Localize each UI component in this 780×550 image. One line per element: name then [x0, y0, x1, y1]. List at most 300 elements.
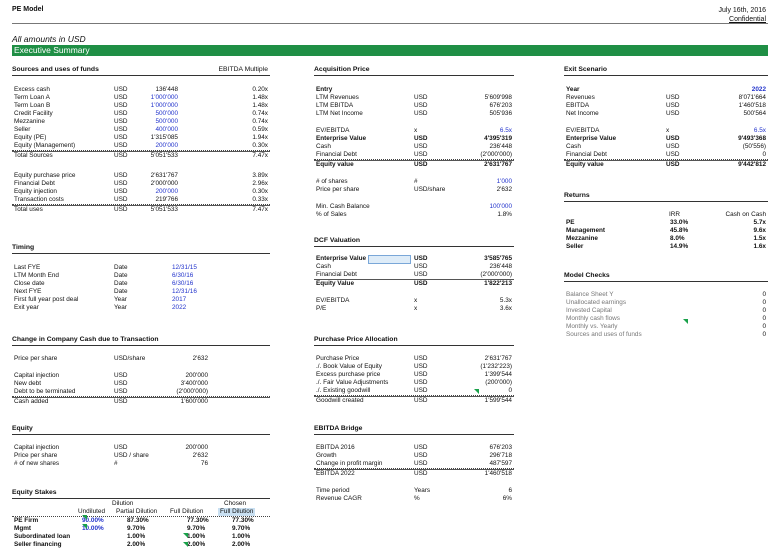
table-row	[12, 272, 270, 280]
row-label: Financial Debt	[316, 271, 357, 278]
currency-note: All amounts in USD	[12, 34, 86, 44]
row-label: New debt	[14, 380, 41, 387]
unit-cell: USD	[114, 94, 128, 101]
value-cell[interactable]: 487'597	[489, 460, 512, 467]
value-cell[interactable]: 5.3x	[499, 297, 512, 304]
unit-cell: #	[414, 178, 418, 185]
full-dilution-cell: 77.30%	[187, 517, 209, 524]
section-title	[564, 272, 768, 282]
partial-dilution-cell: 87.30%	[127, 517, 149, 524]
value-cell[interactable]: 200'000	[155, 142, 178, 149]
irr-cell: 14.9%	[670, 243, 689, 250]
row-label: Balance Sheet Y	[566, 291, 614, 298]
table-row	[12, 94, 270, 102]
row-label: Close date	[14, 280, 45, 287]
row-label: LTM Net Income	[316, 110, 363, 117]
multiple-cell: 0.30x	[252, 188, 268, 195]
value-cell[interactable]: 2022	[751, 86, 766, 93]
unit-cell: USD	[666, 94, 680, 101]
row-label: Price per share	[14, 452, 58, 459]
row-label: Capital injection	[14, 444, 60, 451]
unit-cell: USD	[114, 118, 128, 125]
dilution-header: Dilution	[112, 500, 134, 507]
row-label: Enterprise Value	[566, 135, 617, 142]
row-label: EV/EBITDA	[316, 297, 350, 304]
value-cell[interactable]: 2'000'000	[150, 180, 178, 187]
value-cell[interactable]: 2'631'767	[484, 161, 512, 168]
row-label: ./. Book Value of Equity	[316, 363, 382, 370]
table-row	[314, 371, 514, 379]
row-label: # of shares	[316, 178, 348, 185]
value-cell[interactable]: 5'609'998	[484, 94, 512, 101]
unit-cell: USD	[114, 398, 128, 405]
table-row	[12, 288, 270, 296]
table-row	[314, 102, 514, 110]
irr-header: IRR	[669, 211, 681, 218]
table-row	[12, 102, 270, 110]
row-label: LTM EBITDA	[316, 102, 354, 109]
table-row	[314, 86, 514, 94]
table-row	[12, 205, 270, 214]
row-label: Cash	[316, 263, 331, 270]
unit-cell: x	[414, 305, 418, 312]
unit-cell: USD	[114, 444, 128, 451]
row-label: Mezzanine	[14, 118, 45, 125]
check-value-cell: 0	[762, 331, 766, 338]
row-label: Equity value	[566, 161, 604, 168]
row-label: EV/EBITDA	[316, 127, 350, 134]
value-cell[interactable]: 296'718	[489, 452, 512, 459]
value-cell[interactable]: 236'448	[489, 263, 512, 270]
value-cell[interactable]: 1'399'544	[484, 371, 512, 378]
row-label: Financial Debt	[316, 151, 357, 158]
unit-cell: Date	[114, 264, 128, 271]
table-row	[564, 235, 768, 243]
selected-cell[interactable]	[368, 255, 411, 264]
row-label: ./. Existing goodwill	[316, 387, 371, 394]
table-row	[564, 110, 768, 118]
value-cell[interactable]: 8'071'664	[738, 94, 766, 101]
row-label: Management	[566, 227, 606, 234]
row-label: Mezzanine	[566, 235, 598, 242]
section-title	[314, 66, 514, 76]
unit-cell: Date	[114, 288, 128, 295]
full-dilution-header: Full Dilution	[170, 508, 204, 515]
table-row	[12, 372, 270, 380]
value-cell: 2'632	[192, 355, 208, 362]
table-row	[12, 118, 270, 126]
irr-cell: 33.0%	[670, 219, 689, 226]
row-label: Financial Debt	[14, 180, 55, 187]
table-row	[314, 452, 514, 460]
partial-dilution-header: Partial Dilution	[116, 508, 158, 515]
table-row	[564, 331, 768, 339]
table-row	[314, 211, 514, 219]
returns-section	[564, 192, 768, 251]
chosen-full-dilution-cell[interactable]: Full Dilution	[220, 508, 254, 515]
row-label: PE Firm	[14, 517, 39, 524]
multiple-cell: 1.48x	[252, 102, 268, 109]
unit-cell: USD	[114, 388, 128, 395]
table-row	[564, 143, 768, 151]
row-label: Cash added	[14, 398, 49, 405]
table-row	[12, 172, 270, 180]
unit-cell: USD	[666, 110, 680, 117]
row-label: Price per share	[14, 355, 58, 362]
chosen-header: Chosen	[224, 500, 247, 507]
value-cell[interactable]: 5'051'533	[150, 206, 178, 213]
bridge-title: EBITDA Bridge	[314, 425, 363, 432]
exit-title: Exit Scenario	[564, 66, 608, 73]
coc-cell: 5.7x	[753, 219, 766, 226]
table-row	[12, 188, 270, 196]
value-cell[interactable]: (2'000'000)	[480, 151, 512, 158]
row-label: Revenue CAGR	[316, 495, 362, 502]
section-title	[12, 336, 270, 346]
value-cell: 76	[200, 460, 208, 467]
value-cell: 200'000	[185, 444, 208, 451]
row-label: % of Sales	[316, 211, 347, 218]
row-label: ./. Fair Value Adjustments	[316, 379, 389, 386]
row-label: P/E	[316, 305, 327, 312]
value-cell[interactable]: 676'203	[489, 102, 512, 109]
comment-flag-icon[interactable]	[82, 524, 87, 529]
value-cell[interactable]: 1'315'085	[150, 134, 178, 141]
unit-cell: USD	[114, 152, 128, 159]
comment-flag-icon[interactable]	[82, 515, 87, 520]
value-cell[interactable]: 1'000'000	[150, 102, 178, 109]
coc-cell: 1.6x	[753, 243, 766, 250]
table-row	[12, 196, 270, 205]
row-label: Enterprise Value	[316, 255, 367, 262]
unit-cell: USD	[114, 142, 128, 149]
table-row	[314, 178, 514, 186]
row-label: Time period	[316, 487, 350, 494]
header-divider	[12, 23, 768, 24]
value-cell[interactable]: (200'000)	[485, 379, 512, 386]
table-row	[314, 495, 514, 503]
table-row	[314, 263, 514, 271]
table-row	[12, 541, 270, 549]
value-cell[interactable]: 1'000	[496, 178, 512, 185]
multiple-cell: 0.33x	[252, 196, 268, 203]
unit-cell: x	[414, 127, 418, 134]
table-row	[564, 135, 768, 143]
multiple-cell: 0.74x	[252, 110, 268, 117]
table-row	[12, 380, 270, 388]
date-cell[interactable]: 6/30/16	[172, 272, 194, 279]
table-row	[12, 460, 270, 468]
partial-dilution-cell: 9.70%	[127, 525, 146, 532]
unit-cell: USD	[114, 380, 128, 387]
table-row	[564, 94, 768, 102]
multiple-cell: 0.59x	[252, 126, 268, 133]
model-title: PE Model	[12, 6, 44, 13]
value-cell[interactable]: 1'000'000	[150, 94, 178, 101]
unit-cell: USD	[114, 134, 128, 141]
value-cell[interactable]: 1'599'544	[484, 397, 512, 404]
value-cell[interactable]: 400'000	[155, 126, 178, 133]
table-row	[564, 315, 768, 323]
row-label: Cash	[316, 143, 331, 150]
value-cell[interactable]: 2'631'767	[484, 355, 512, 362]
value-cell[interactable]: 500'000	[155, 110, 178, 117]
multiple-cell: 0.74x	[252, 118, 268, 125]
value-cell[interactable]: 3'585'765	[484, 255, 512, 262]
value-cell[interactable]: 0	[762, 151, 766, 158]
check-value-cell: 0	[762, 291, 766, 298]
unit-cell: Year	[114, 296, 127, 303]
date-cell[interactable]: 2017	[172, 296, 187, 303]
unit-cell: Date	[114, 272, 128, 279]
value-cell[interactable]: 6	[508, 487, 512, 494]
date-cell[interactable]: 12/31/15	[172, 264, 197, 271]
section-title	[314, 237, 514, 247]
value-cell[interactable]: 676'203	[489, 444, 512, 451]
multiple-cell: 2.96x	[252, 180, 268, 187]
table-row	[314, 469, 514, 478]
header-meta	[719, 6, 766, 24]
value-cell[interactable]: 500'000	[155, 118, 178, 125]
check-value-cell: 0	[762, 315, 766, 322]
unit-cell: USD	[414, 444, 428, 451]
unit-cell: USD	[114, 110, 128, 117]
table-row	[12, 86, 270, 94]
table-row	[564, 227, 768, 235]
table-row	[12, 280, 270, 288]
cash-change-title: Change in Company Cash due to Transaction	[12, 336, 159, 343]
table-row	[564, 243, 768, 251]
value-cell[interactable]: 1.8%	[497, 211, 512, 218]
table-row	[564, 151, 768, 160]
unit-cell: %	[414, 495, 420, 502]
row-label: First full year post deal	[14, 296, 79, 303]
chosen-cell: 9.70%	[232, 525, 251, 532]
value-cell[interactable]: 6.5x	[499, 127, 512, 134]
unit-cell: USD	[414, 255, 428, 262]
table-row	[12, 180, 270, 188]
table-row	[564, 102, 768, 110]
value-cell[interactable]: 2'632	[496, 186, 512, 193]
unit-cell: USD	[114, 172, 128, 179]
unit-cell: USD	[666, 161, 680, 168]
check-value-cell: 0	[762, 299, 766, 306]
header-date: July 16th, 2016	[718, 7, 766, 14]
value-cell[interactable]: 136'448	[155, 86, 178, 93]
table-row	[314, 94, 514, 102]
value-cell[interactable]: 100'000	[489, 203, 512, 210]
table-row	[314, 279, 514, 288]
table-row	[12, 296, 270, 304]
unit-cell: USD	[666, 151, 680, 158]
row-label: Equity (Management)	[14, 142, 76, 149]
row-label: PE	[566, 219, 575, 226]
unit-cell: USD	[414, 460, 428, 467]
value-cell[interactable]: 219'766	[155, 196, 178, 203]
value-cell: 1'600'000	[180, 398, 208, 405]
section-title	[564, 66, 768, 76]
unit-cell: USD	[666, 143, 680, 150]
unit-cell: USD	[414, 397, 428, 404]
comment-flag-icon[interactable]	[183, 533, 188, 538]
section-title	[12, 66, 270, 76]
table-row	[314, 297, 514, 305]
irr-cell: 8.0%	[670, 235, 685, 242]
unit-cell: USD	[666, 135, 680, 142]
unit-cell: USD	[414, 355, 428, 362]
table-row	[564, 299, 768, 307]
exit-scenario-section	[564, 66, 768, 169]
table-row	[12, 517, 270, 525]
table-row	[564, 323, 768, 331]
row-label: Excess cash	[14, 86, 50, 93]
row-label: Mgmt	[14, 525, 32, 532]
dcf-title: DCF Valuation	[314, 237, 361, 244]
timing-section	[12, 244, 270, 312]
table-row	[12, 397, 270, 406]
table-row	[12, 388, 270, 397]
table-row	[564, 127, 768, 135]
row-label: Credit Facility	[14, 110, 53, 117]
value-cell[interactable]: 236'448	[489, 143, 512, 150]
unit-cell: USD	[666, 102, 680, 109]
table-row	[12, 525, 270, 533]
date-cell[interactable]: 2022	[172, 304, 187, 311]
partial-dilution-cell: 1.00%	[127, 533, 146, 540]
value-cell[interactable]: 505'936	[489, 110, 512, 117]
value-cell[interactable]: 2'631'767	[150, 172, 178, 179]
unit-cell: USD	[114, 206, 128, 213]
value-cell[interactable]: 6.5x	[753, 127, 766, 134]
check-value-cell: 0	[762, 323, 766, 330]
value-cell[interactable]: 500'564	[743, 110, 766, 117]
row-label: Min. Cash Balance	[316, 203, 370, 210]
stakes-title: Equity Stakes	[12, 489, 57, 496]
unit-cell: USD	[114, 188, 128, 195]
unit-cell: USD	[414, 371, 428, 378]
row-label: Growth	[316, 452, 337, 459]
row-label: Goodwill created	[316, 397, 364, 404]
sources-uses-section	[12, 66, 270, 214]
table-row	[314, 444, 514, 452]
unit-cell: USD	[114, 86, 128, 93]
row-label: Transaction costs	[14, 196, 64, 203]
value-cell: 200'000	[185, 372, 208, 379]
row-label: EV/EBITDA	[566, 127, 600, 134]
row-label: # of new shares	[14, 460, 60, 467]
unit-cell: USD	[114, 372, 128, 379]
value-cell[interactable]: 1'822'213	[484, 280, 512, 287]
value-cell[interactable]: 4'395'319	[484, 135, 512, 142]
unit-cell: USD / share	[114, 452, 149, 459]
row-label: Cash	[566, 143, 581, 150]
row-label: Unallocated earnings	[566, 299, 627, 306]
row-label: Capital injection	[14, 372, 60, 379]
table-row	[314, 460, 514, 469]
unit-cell: USD	[414, 151, 428, 158]
timing-title: Timing	[12, 244, 35, 251]
dcf-valuation-section	[314, 237, 514, 313]
ppa-title: Purchase Price Allocation	[314, 336, 398, 343]
undiluted-header: Undiluted	[78, 508, 106, 515]
executive-summary-banner: Executive Summary	[12, 45, 768, 56]
value-cell[interactable]: 1'460'518	[484, 470, 512, 477]
value-cell[interactable]: 9'442'812	[738, 161, 766, 168]
table-row	[564, 219, 768, 227]
value-cell[interactable]: 6%	[502, 495, 512, 502]
row-label: EBITDA	[566, 102, 590, 109]
value-cell[interactable]: 200'000	[155, 188, 178, 195]
cash-on-cash-header: Cash on Cash	[725, 211, 766, 218]
unit-cell: x	[666, 127, 670, 134]
unit-cell: x	[414, 297, 418, 304]
table-row	[314, 363, 514, 371]
value-cell[interactable]: 0	[508, 387, 512, 394]
comment-flag-icon[interactable]	[183, 542, 188, 547]
row-label: Year	[566, 86, 580, 93]
comment-flag-icon[interactable]	[474, 389, 479, 394]
table-row	[12, 304, 270, 312]
row-label: Seller	[566, 243, 584, 250]
value-cell[interactable]: 5'051'533	[150, 152, 178, 159]
value-cell[interactable]: 9'493'368	[738, 135, 766, 142]
value-cell[interactable]: (2'000'000)	[480, 271, 512, 278]
table-row	[314, 160, 514, 169]
returns-title: Returns	[564, 192, 590, 199]
equity-section	[12, 425, 270, 468]
table-row	[314, 387, 514, 396]
multiple-cell: 0.20x	[252, 86, 268, 93]
unit-cell: USD	[114, 102, 128, 109]
table-row	[564, 291, 768, 299]
coc-cell: 1.5x	[753, 235, 766, 242]
value-cell[interactable]: (1'232'223)	[480, 363, 512, 370]
value-cell[interactable]: (50'556)	[742, 143, 766, 150]
checks-title: Model Checks	[564, 272, 610, 279]
comment-flag-icon[interactable]	[683, 319, 688, 324]
row-label: Enterprise Value	[316, 135, 367, 142]
undiluted-cell[interactable]: 10.00%	[82, 525, 104, 532]
value-cell[interactable]: 3.6x	[499, 305, 512, 312]
section-title	[12, 425, 270, 435]
multiple-cell: 1.48x	[252, 94, 268, 101]
value-cell[interactable]: 1'460'518	[738, 102, 766, 109]
unit-cell: USD	[414, 94, 428, 101]
date-cell[interactable]: 12/31/16	[172, 288, 197, 295]
equity-stakes-section	[12, 489, 270, 549]
value-cell: 3'400'000	[180, 380, 208, 387]
table-row	[12, 452, 270, 460]
unit-cell: USD	[414, 280, 428, 287]
row-label: Equity value	[316, 161, 354, 168]
acquisition-title: Acquisition Price	[314, 66, 370, 73]
unit-cell: USD	[114, 196, 128, 203]
ebitda-bridge-section	[314, 425, 514, 503]
unit-cell: USD	[114, 126, 128, 133]
date-cell[interactable]: 6/30/16	[172, 280, 194, 287]
section-title	[314, 425, 514, 435]
row-label: Equity purchase price	[14, 172, 76, 179]
table-row	[314, 203, 514, 211]
row-label: Revenues	[566, 94, 595, 101]
row-label: Monthly cash flows	[566, 315, 620, 322]
unit-cell: Years	[414, 487, 431, 494]
unit-cell: USD	[414, 161, 428, 168]
undiluted-cell[interactable]: 90.00%	[82, 517, 104, 524]
unit-cell: USD	[414, 135, 428, 142]
purchase-price-allocation-section	[314, 336, 514, 405]
unit-cell: USD	[414, 102, 428, 109]
